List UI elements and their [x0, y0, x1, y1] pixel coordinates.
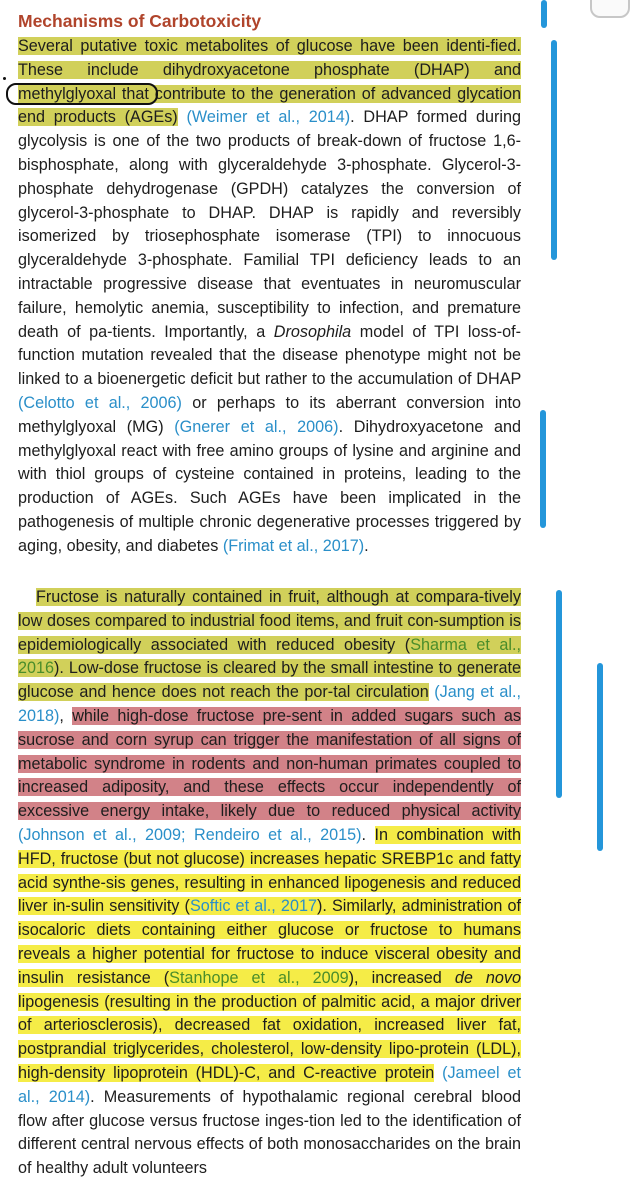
- paragraph-2: [18, 586, 521, 1181]
- citation-link[interactable]: (Celotto et al., 2006): [18, 393, 182, 412]
- text-run: . DHAP formed during glycolysis is one of the two products of break-down of fructose 1,6-bisphosphate, along with glyceraldehyde 3-phosphate. Glycerol-3-phosphate dehydrogenase (GPDH) catalyzes the conversion of glycerol-3-phosphate to DHAP. DHAP is rapidly and reversibly isomerized by triosephosphate isomerase (TPI) to innocuous glyceraldehyde 3-phosphate. Familial TPI deficiency leads to an intractable progressive disease that eventuates in neuromuscular failure, hemolytic anemia, susceptibility to infection, and premature death of pa-tients. Importantly, a: [18, 108, 522, 341]
- margin-bar-2: [551, 40, 557, 260]
- citation-link[interactable]: (Jameel et al., 2014): [18, 1063, 521, 1106]
- citation-link[interactable]: (Weimer et al., 2014): [186, 108, 351, 127]
- citation-link[interactable]: (Jang et al., 2018): [18, 683, 521, 725]
- highlighted-text: ). Low-dose fructose is cleared by the small intestine to generate glucose and hence does not reach the por-tal circulation: [18, 659, 521, 702]
- highlighted-text: ). Similarly, administration of isocaloric diets containing either glucose or fructose to humans reveals a higher potential for fructose to induce visceral obesity and insulin resistance (: [18, 897, 521, 987]
- citation-link[interactable]: (Frimat et al., 2017): [222, 536, 365, 555]
- citation-link[interactable]: Softic et al., 2017: [189, 897, 317, 916]
- text-run: .: [361, 825, 375, 844]
- highlighted-text: while high-dose fructose pre-sent in added sugars such as sucrose and corn syrup can trigger the manifestation of all signs of metabolic syndrome in rodents and non-human primates coupled to increased adiposity, and these effects occur independently of excessive energy intake, likely due to reduced physical activity: [18, 706, 521, 821]
- italic-text: Drosophila: [273, 322, 352, 341]
- pen-dot-annotation: [3, 77, 6, 80]
- citation-link[interactable]: (Gnerer et al., 2006): [174, 417, 339, 436]
- text-run: . Measurements of hypothalamic regional cerebral blood flow after glucose versus fructose inges-tion led to the identification of different central nervous effects of both monosaccharides on the brain of healthy adult volunteers: [18, 1087, 521, 1178]
- corner-button[interactable]: [590, 0, 630, 18]
- margin-bar-3: [540, 410, 546, 528]
- text-run: or perhaps to its aberrant conversion into methylglyoxal (MG): [18, 393, 522, 436]
- margin-bar-1: [541, 0, 547, 28]
- text-run: [434, 1064, 442, 1082]
- citation-link[interactable]: Sharma et al., 2016: [18, 635, 521, 678]
- citation-link[interactable]: Stanhope et al., 2009: [169, 968, 349, 987]
- highlighted-text: lipogenesis (resulting in the production of palmitic acid, a major driver of arteriosclerosis), decreased fat oxidation, increased liver fat, postprandial triglycerides, cholesterol, low-density lipo-protein (LDL), high-density lipoprotein (HDL)-C, and C-reactive protein: [18, 992, 521, 1082]
- section-heading: Mechanisms of Carbotoxicity: [18, 11, 262, 31]
- paragraph-1: [18, 35, 521, 559]
- text-run: model of TPI loss-of-function mutation revealed that the disease phenotype might not be linked to a bioenergetic deficit but rather to the accumulation of DHAP: [18, 322, 521, 389]
- highlighted-text: Several putative toxic metabolites of glucose have been identi-fied. These include dihydroxyacetone phosphate (DHAP) and methylglyoxal that contribute to the generation of advanced glycation end products (AGEs): [18, 37, 521, 127]
- highlighted-text: Fructose is naturally contained in fruit, although at compara-tively low doses compared to industrial food items, and fruit con-sumption is epidemiologically associated with reduced obesity (: [18, 588, 521, 654]
- highlighted-text: In combination with HFD, fructose (but not glucose) increases hepatic SREBP1c and fatty acid synthe-sis genes, resulting in enhanced lipogenesis and reduced liver in-sulin sensitivity (: [18, 825, 521, 916]
- text-run: ,: [59, 706, 73, 725]
- text-run: .: [364, 536, 369, 555]
- margin-bar-5: [597, 663, 603, 851]
- text-run: . Dihydroxyacetone and methylglyoxal react with free amino groups of lysine and arginine and with thiol groups of cysteine contained in proteins, leading to the production of AGEs. Such AGEs have been implicated in the pathogenesis of multiple chronic degenerative processes triggered by aging, obesity, and diabetes: [18, 417, 522, 555]
- citation-link[interactable]: (Johnson et al., 2009; Rendeiro et al., 2015): [18, 825, 362, 844]
- highlighted-text: de novo: [454, 968, 521, 987]
- highlighted-text: ), increased: [348, 968, 455, 987]
- margin-bar-4: [556, 590, 562, 798]
